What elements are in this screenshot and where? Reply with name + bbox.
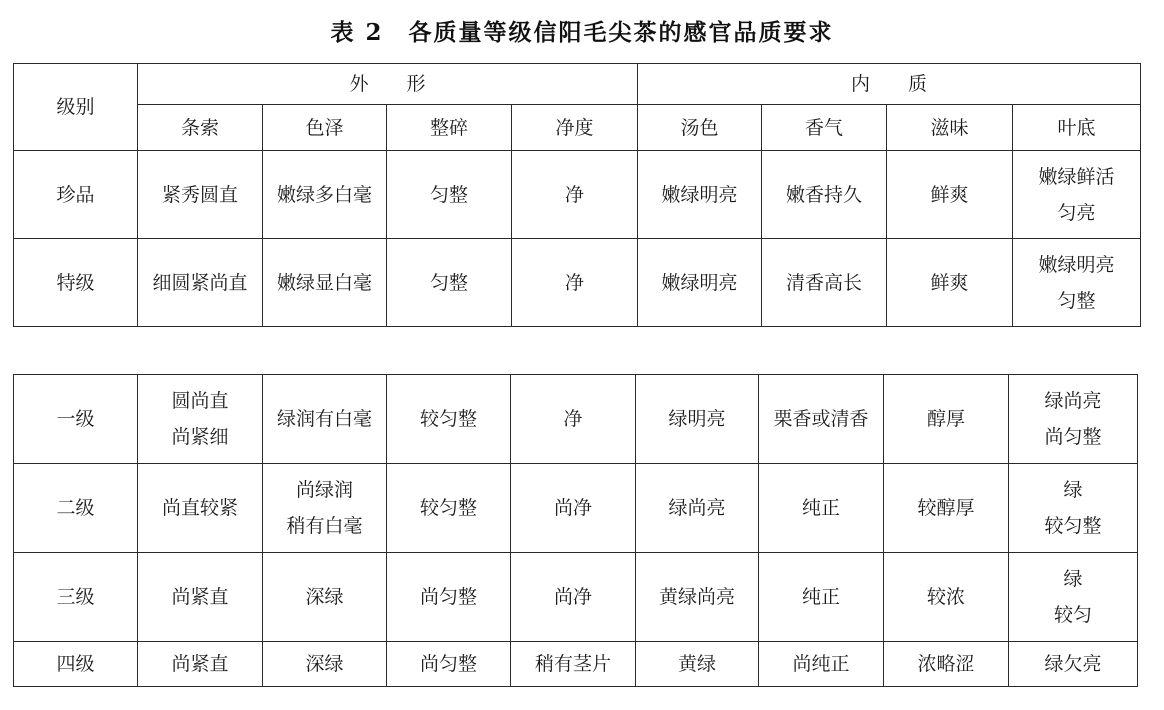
table-cell [1013,239,1141,327]
cell-line: 嫩绿显白毫 [276,271,372,294]
table-cell [512,151,638,239]
table-cell [636,553,759,642]
table-cell [263,642,387,687]
cell-line: 尚匀整 [419,586,477,608]
cell-line: 尚净 [553,586,592,608]
table-cell [387,375,511,464]
table-cell [511,553,636,642]
table-cell [759,375,884,464]
cell-line: 纯正 [801,586,840,608]
table-cell [759,642,884,687]
table-cell [887,151,1013,239]
cell-line: 深绿 [305,586,344,608]
cell-line: 较匀整 [1044,515,1102,537]
table-row [14,553,1138,642]
table-cell [138,375,263,464]
cell-line: 尚匀整 [419,653,477,675]
cell-line: 嫩绿明亮 [1038,253,1115,276]
table-cell [387,151,512,239]
table-cell [263,239,387,327]
cell-line: 醇厚 [926,408,965,430]
cell-line: 绿尚亮 [668,497,726,519]
cell-line: 尚匀整 [1044,426,1102,448]
table-row [14,642,1138,687]
cell-line: 绿欠亮 [1044,653,1102,675]
table-cell [138,239,263,327]
table-cell [138,642,263,687]
table-cell [138,151,263,239]
table-cell [636,375,759,464]
cell-line: 纯正 [801,497,840,519]
column-header: 整碎 [387,105,512,151]
table-cell [138,553,263,642]
table-cell [1009,642,1138,687]
cell-line: 嫩绿明亮 [661,271,738,294]
table-cell [884,642,1009,687]
grade-cell: 珍品 [14,151,138,239]
cell-line: 绿明亮 [668,408,726,430]
grade-cell: 二级 [14,464,138,553]
cell-line: 绿 [1063,479,1083,501]
table-cell [762,239,887,327]
cell-line: 深绿 [305,653,344,675]
table-cell [884,375,1009,464]
cell-line: 清香高长 [786,271,863,294]
cell-line: 嫩绿明亮 [661,183,738,206]
table-row [14,151,1141,239]
cell-line: 匀整 [429,271,468,294]
cell-line: 较匀 [1053,604,1092,626]
table-cell [512,239,638,327]
column-header: 净度 [512,105,638,151]
table-cell [263,151,387,239]
column-header: 汤色 [638,105,762,151]
cell-line: 黄绿 [677,653,716,675]
cell-line: 稍有白毫 [286,515,363,537]
table-cell [638,151,762,239]
table-row [14,464,1138,553]
group-header-appearance: 外 形 [138,64,638,105]
column-header: 叶底 [1013,105,1141,151]
table-cell [138,464,263,553]
cell-line: 稍有茎片 [534,653,611,675]
cell-line: 尚紧细 [171,426,229,448]
cell-line: 鲜爽 [930,183,969,206]
table-cell [636,642,759,687]
table-cell [1009,464,1138,553]
table-row [14,239,1141,327]
cell-line: 尚净 [553,497,592,519]
cell-line: 绿尚亮 [1044,390,1102,412]
table-cell [263,464,387,553]
cell-line: 匀亮 [1057,201,1096,224]
column-header: 香气 [762,105,887,151]
cell-line: 匀整 [1057,289,1096,312]
cell-line: 圆尚直 [171,390,229,412]
grade-cell: 一级 [14,375,138,464]
cell-line: 嫩绿多白毫 [276,183,372,206]
grade-cell: 三级 [14,553,138,642]
cell-line: 绿润有白毫 [276,408,372,430]
table-cell [511,375,636,464]
cell-line: 绿 [1063,568,1083,590]
cell-line: 净 [563,408,583,430]
table-cell [762,151,887,239]
table-row [14,375,1138,464]
cell-line: 较匀整 [419,497,477,519]
cell-line: 嫩香持久 [786,183,863,206]
table-cell [387,239,512,327]
table-cell [263,553,387,642]
level-header: 级别 [14,64,138,151]
cell-line: 尚绿润 [295,479,353,501]
table-cell [387,642,511,687]
cell-line: 净 [565,271,585,294]
cell-line: 尚紧直 [171,653,229,675]
table-cell [511,464,636,553]
table-cell [387,464,511,553]
table-cell [759,464,884,553]
group-header-inner-quality: 内 质 [638,64,1141,105]
cell-line: 匀整 [429,183,468,206]
cell-line: 栗香或清香 [773,408,869,430]
table-cell [387,553,511,642]
column-header: 条索 [138,105,263,151]
quality-table-top [13,63,1141,327]
column-header: 色泽 [263,105,387,151]
table-cell [638,239,762,327]
table-cell [636,464,759,553]
table-cell [884,553,1009,642]
cell-line: 嫩绿鲜活 [1038,165,1115,188]
cell-line: 尚紧直 [171,586,229,608]
cell-line: 较匀整 [419,408,477,430]
table-cell [887,239,1013,327]
quality-table-bottom [13,374,1138,687]
column-header: 滋味 [887,105,1013,151]
table-cell [1009,375,1138,464]
grade-cell: 四级 [14,642,138,687]
cell-line: 净 [565,183,585,206]
table-cell [759,553,884,642]
cell-line: 较浓 [926,586,965,608]
table-cell [1009,553,1138,642]
table-cell [1013,151,1141,239]
cell-line: 黄绿尚亮 [658,586,735,608]
cell-line: 紧秀圆直 [161,183,238,206]
cell-line: 较醇厚 [917,497,975,519]
cell-line: 细圆紧尚直 [152,271,248,294]
grade-cell: 特级 [14,239,138,327]
cell-line: 尚纯正 [792,653,850,675]
table-cell [511,642,636,687]
table-cell [884,464,1009,553]
cell-line: 尚直较紧 [161,497,238,519]
table-cell [263,375,387,464]
cell-line: 浓略涩 [917,653,975,675]
cell-line: 鲜爽 [930,271,969,294]
table-title: 表 2 各质量等级信阳毛尖茶的感官品质要求 [330,19,834,46]
